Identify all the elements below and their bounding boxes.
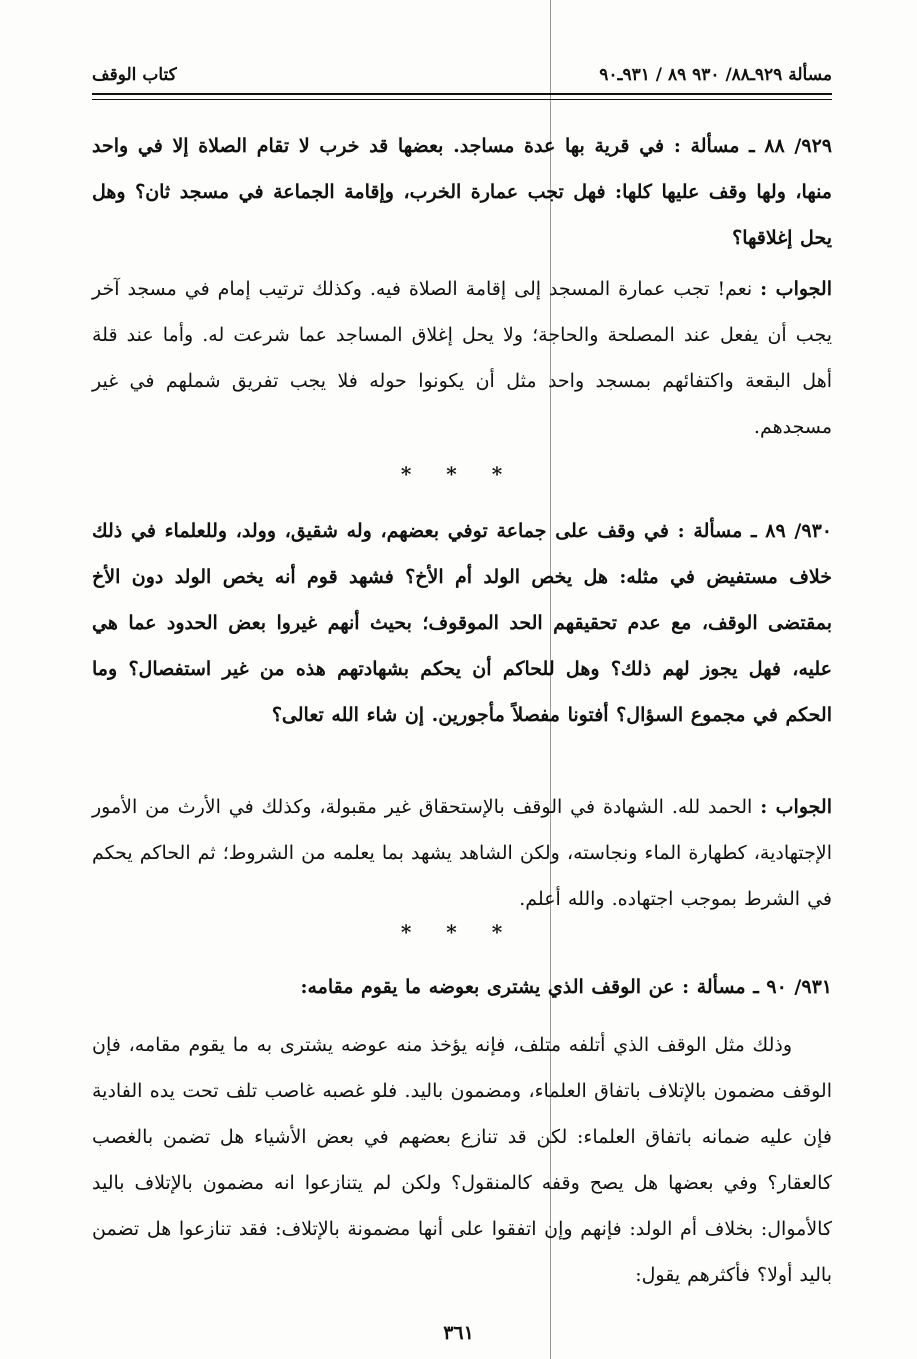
answer-930 <box>92 784 832 922</box>
page-number: ٣٦١ <box>443 1322 474 1344</box>
question-930-text: في وقف على جماعة توفي بعضهم، وله شقيق، وولد، وللعلماء في ذلك خلاف مستفيض في مثله: هل يخص الولد أم الأخ؟ فشهد قوم أنه يخص الولد دون الأخ بمقتضى الوقف، مع عدم تحقيقهم الحد الموقوف؛ بحيث أنهم غيروا بعض الحدود عما هي عليه، فهل يجوز لهم ذلك؟ وهل للحاكم أن يحكم بشهادتهم هذه من غير استفصال؟ وما الحكم في مجموع السؤال؟ أفتونا مفصلاً مأجورين. إن شاء الله تعالى؟ <box>92 520 832 726</box>
header-question-range: مسألة ٩٢٩ـ٨٨/ ٩٣٠ ٨٩ / ٩٣١ـ٩٠ <box>599 65 832 85</box>
running-header <box>92 60 832 90</box>
answer-931-text: وذلك مثل الوقف الذي أتلفه متلف، فإنه يؤخذ منه عوضه يشترى به ما يقوم مقامه، فإن الوقف مضمون بالإتلاف باتفاق العلماء، ومضمون باليد. فلو غصبه غاصب تلف تحت يده الفادية فإن عليه ضمانه باتفاق العلماء: لكن قد تنازع بعضهم في بعض الأشياء هل تضمن بالغصب كالعقار؟ وفي بعضها هل يصح وقفه كالمنقول؟ ولكن لم يتنازعوا انه مضمون بالإتلاف باليد كالأموال: بخلاف أم الولد: فإنهم وإن اتفقوا على أنها مضمونة بالإتلاف: فقد تنازعوا هل تضمن باليد أولا؟ فأكثرهم يقول: <box>92 1034 832 1286</box>
answer-930-lead: الجواب : <box>760 796 832 818</box>
header-rule-thin <box>92 99 832 100</box>
section-divider-1: * * * <box>400 462 517 486</box>
question-929 <box>92 123 832 261</box>
question-929-text: في قرية بها عدة مساجد. بعضها قد خرب لا تقام الصلاة إلا في واحد منها، ولها وقف عليها كلها: فهل تجب عمارة الخرب، وإقامة الجماعة في مسجد ثان؟ وهل يحل إغلاقها؟ <box>92 135 832 249</box>
answer-929-text: نعم! تجب عمارة المسجد إلى إقامة الصلاة فيه. وكذلك ترتيب إمام في مسجد آخر يجب أن يفعل عند المصلحة والحاجة؛ ولا يحل إغلاق المساجد عما شرعت له. وأما عند قلة أهل البقعة واكتفائهم بمسجد واحد مثل أن يكونوا حوله فلا يجب تفريق شملهم في غير مسجدهم. <box>92 278 832 438</box>
answer-929-lead: الجواب : <box>760 278 832 300</box>
header-book-title: كتاب الوقف <box>92 65 177 85</box>
answer-930-text: الحمد لله. الشهادة في الوقف بالإستحقاق غير مقبولة، وكذلك في الأرث من الأمور الإجتهادية، كطهارة الماء ونجاسته، ولكن الشاهد يشهد بما يعلمه من الشروط؛ ثم الحاكم يحكم في الشرط بموجب اجتهاده. والله أعلم. <box>92 796 832 910</box>
question-929-number: ٩٢٩/ ٨٨ ـ مسألة : <box>673 135 832 157</box>
question-931-text: عن الوقف الذي يشترى بعوضه ما يقوم مقامه: <box>300 976 675 998</box>
answer-931 <box>92 1022 832 1298</box>
header-rule-thick <box>92 93 832 95</box>
question-931 <box>92 964 832 1010</box>
question-930 <box>92 508 832 738</box>
question-931-number: ٩٣١/ ٩٠ ـ مسألة : <box>682 976 832 998</box>
answer-929 <box>92 266 832 450</box>
section-divider-2: * * * <box>400 920 517 944</box>
question-930-number: ٩٣٠/ ٨٩ ـ مسألة : <box>677 520 832 542</box>
